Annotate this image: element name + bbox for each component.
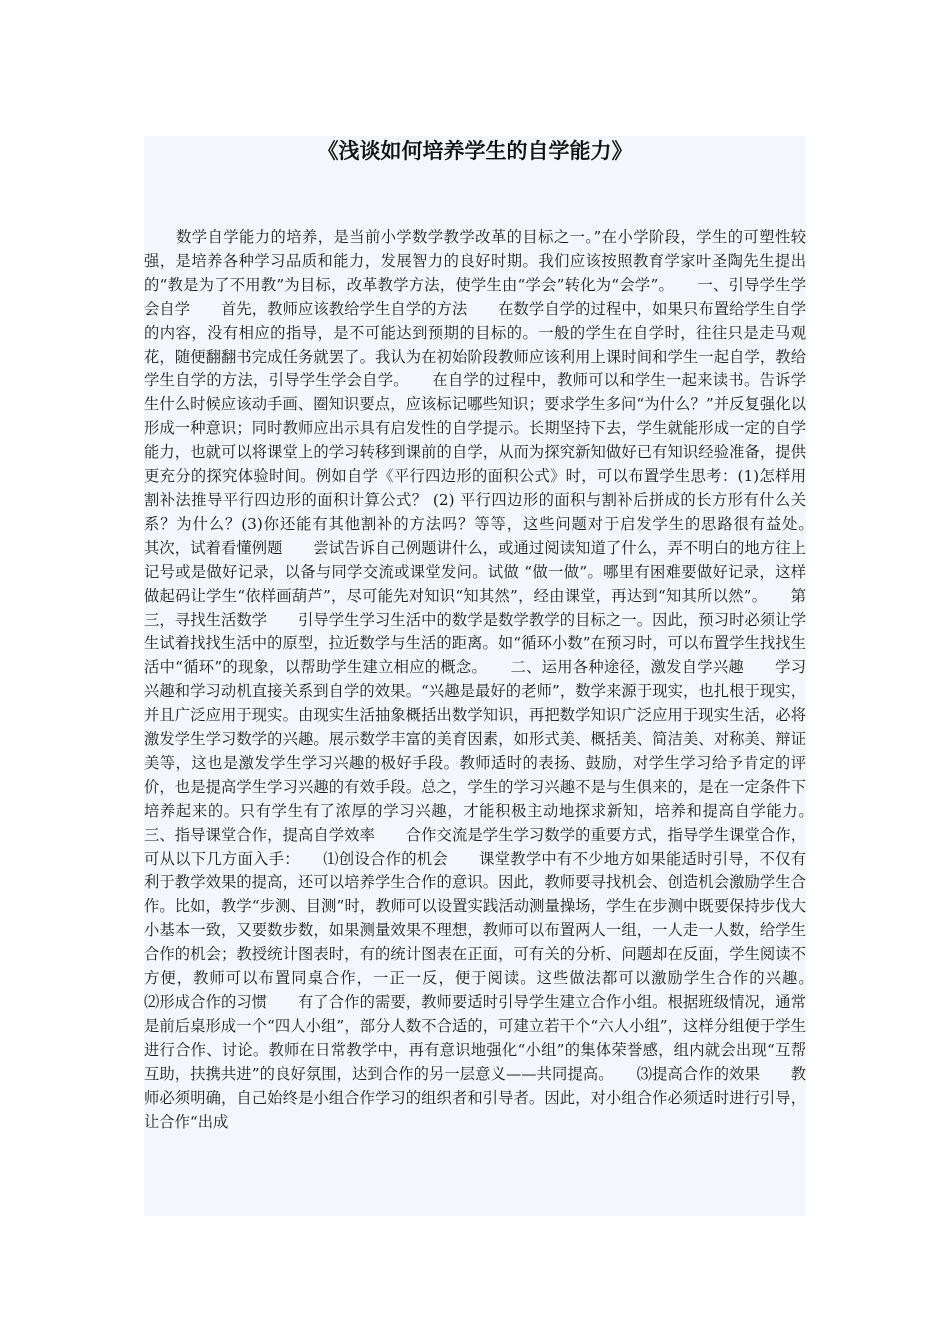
document-body: 数学自学能力的培养，是当前小学数学教学改革的目标之一。”在小学阶段，学生的可塑性较强，是培养各种学习品质和能力，发展智力的良好时期。我们应该按照教育学家叶圣陶先生提出的“教是为了不用教”为目标，改革教学方法，使学生由“学会”转化为“会学”。 一、引导学生学会自学 首先，教师应该教给学生自学的方法 在数学自学的过程中，如果只布置给学生自学的内容，没有相应的指导，是不可能达到预期的目标的。一般的学生在自学时，往往只是走马观花，随便翻翻书完成任务就罢了。我认为在初始阶段教师应该利用上课时间和学生一起自学，教给学生自学的方法，引导学生学会自学。 在自学的过程中，教师可以和学生一起来读书。告诉学生什么时候应该动手画、圈知识要点，应该标记哪些知识；要求学生多问“为什么？”并反复强化以形成一种意识；同时教师应出示具有启发性的自学提示。长期坚持下去，学生就能形成一定的自学能力，也就可以将课堂上的学习转移到课前的自学，从而为探究新知做好已有知识经验准备，提供更充分的探究体验时间。例如自学《平行四边形的面积公式》时，可以布置学生思考：(1)怎样用割补法推导平行四边形的面积计算公式？ (2) 平行四边形的面积与割补后拼成的长方形有什么关系？为什么？(3)你还能有其他割补的方法吗？等等，这些问题对于启发学生的思路很有益处。 其次，试着看懂例题 尝试告诉自己例题讲什么，或通过阅读知道了什么，弄不明白的地方往上记号或是做好记录，以备与同学交流或课堂发问。试做 “做一做”。哪里有困难要做好记录，这样做起码让学生“依样画葫芦”，尽可能先对知识“知其然”，经由课堂，再达到“知其所以然”。 第三，寻找生活数学 引导学生学习生活中的数学是数学教学的目标之一。因此，预习时必须让学生试着找找生活中的原型，拉近数学与生活的距离。如“循环小数”在预习时，可以布置学生找找生活中“循环”的现象，以帮助学生建立相应的概念。 二、运用各种途径，激发自学兴趣 学习兴趣和学习动机直接关系到自学的效果。“兴趣是最好的老师”，数学来源于现实，也扎根于现实，并且广泛应用于现实。由现实生活抽象概括出数学知识，再把数学知识广泛应用于现实生活，必将激发学生学习数学的兴趣。展示数学丰富的美育因素，如形式美、概括美、简洁美、对称美、辩证美等，这也是激发学生学习兴趣的极好手段。教师适时的表扬、鼓励，对学生学习给予肯定的评价，也是提高学生学习兴趣的有效手段。总之，学生的学习兴趣不是与生俱来的，是在一定条件下培养起来的。只有学生有了浓厚的学习兴趣，才能积极主动地探求新知，培养和提高自学能力。 三、指导课堂合作，提高自学效率 合作交流是学生学习数学的重要方式，指导学生课堂合作，可从以下几方面入手： ⑴创设合作的机会 课堂教学中有不少地方如果能适时引导，不仅有利于教学效果的提高，还可以培养学生合作的意识。因此，教师要寻找机会、创造机会激励学生合作。比如，教学“步测、目测”时，教师可以设置实践活动测量操场，学生在步测中既要保持步伐大小基本一致，又要数步数，如果测量效果不理想，教师可以布置两人一组，一人走一人数，给学生合作的机会；教授统计图表时，有的统计图表在正面，可有关的分析、问题却在反面，学生阅读不方便，教师可以布置同桌合作，一正一反，便于阅读。这些做法都可以激励学生合作的兴趣。 ⑵形成合作的习惯 有了合作的需要，教师要适时引导学生建立合作小组。根据班级情况，通常是前后桌形成一个“四人小组”，部分人数不合适的，可建立若干个“六人小组”，这样分组便于学生进行合作、讨论。教师在日常教学中，再有意识地强化“小组”的集体荣誉感，组内就会出现“互帮互助，扶携共进”的良好氛围，达到合作的另一层意义——共同提高。 ⑶提高合作的效果 教师必须明确，自己始终是小组合作学习的组织者和引导者。因此，对小组合作必须适时进行引导，让合作“出成 [144, 228, 837, 1131]
document-title: 《浅谈如何培养学生的自学能力》 [317, 139, 633, 163]
document-page [144, 136, 837, 1216]
